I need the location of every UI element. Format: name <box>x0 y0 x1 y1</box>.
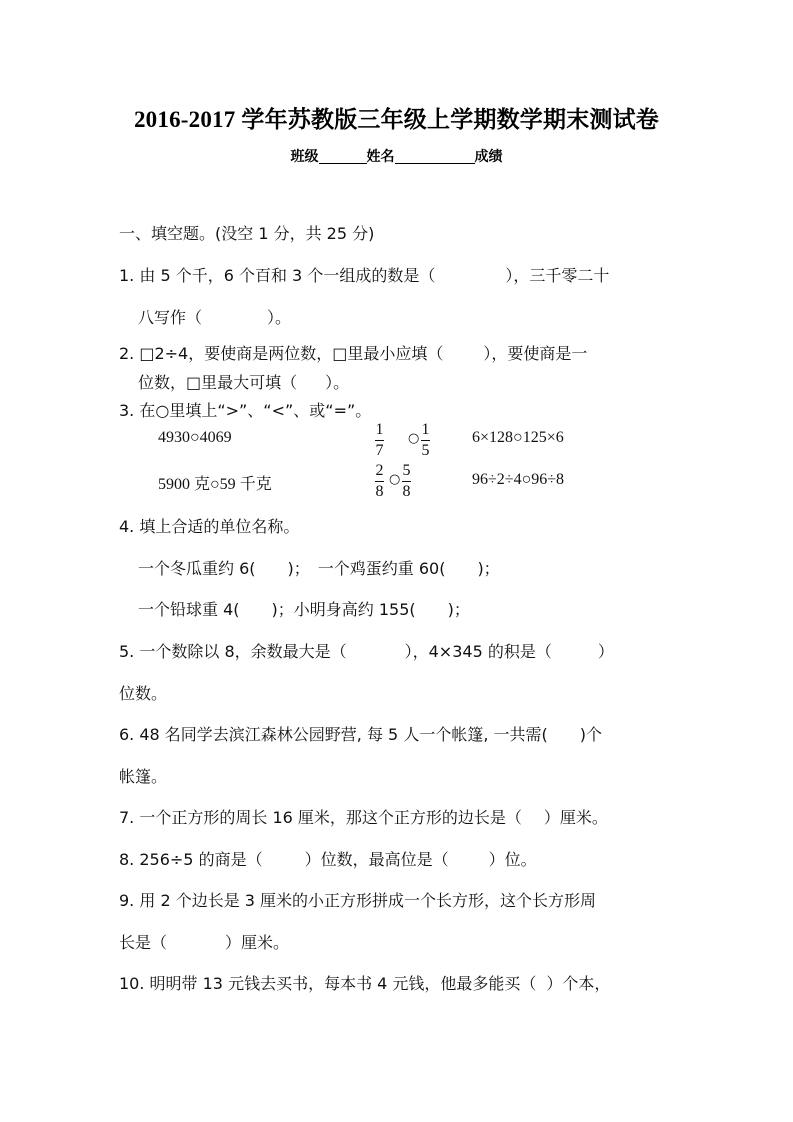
d-unit-1: 克 <box>194 474 211 493</box>
question-3-line-1: 3. 在○里填上“>”、“<”、或“=”。 <box>119 401 372 420</box>
denominator: 7 <box>375 442 384 459</box>
q8-text-a: 8. 256÷5 的商是（ <box>119 850 263 869</box>
q5-text-b: ），4×345 的积是（ <box>404 642 552 661</box>
name-label: 姓名 <box>366 149 395 165</box>
q9-text-a: 长是（ <box>119 933 168 952</box>
question-6-line-1 <box>119 722 602 745</box>
q9-text-b: ）厘米。 <box>225 933 290 952</box>
q10-text-b: ）个本， <box>546 974 611 993</box>
fraction-1-5 <box>421 422 430 459</box>
question-7-line-1 <box>119 805 608 828</box>
fraction-bar <box>402 481 411 482</box>
question-1-line-2 <box>138 305 291 328</box>
q10-text-a: 10. 明明带 13 元钱去买书，每本书 4 元钱，他最多能买（ <box>119 974 537 993</box>
q6-text-a: 6. 48 名同学去滨江森林公园野营, 每 5 人一个帐篷, 一共需( <box>119 725 548 744</box>
question-9-line-1: 9. 用 2 个边长是 3 厘米的小正方形拼成一个长方形，这个长方形周 <box>119 891 597 910</box>
question-4-line-2: 一个冬瓜重约 6( )； 一个鸡蛋约重 60( )； <box>138 559 500 578</box>
compare-d <box>158 471 272 494</box>
fraction-5-8 <box>402 463 411 500</box>
q2-text-c: 位数，□里最大可填（ <box>138 373 298 392</box>
question-9-line-2 <box>119 930 289 953</box>
fraction-bar <box>375 481 384 482</box>
question-10-line-1 <box>119 971 610 994</box>
q5-text-c: ） <box>597 642 614 661</box>
q6-text-b: )个 <box>579 725 602 744</box>
d-unit-2: 千克 <box>239 474 272 493</box>
numerator: 2 <box>375 462 384 479</box>
class-blank[interactable] <box>319 149 367 164</box>
q1-text-c: 八写作（ <box>138 308 203 327</box>
fraction-bar <box>421 440 430 441</box>
d-value-2: ○59 <box>210 476 240 493</box>
fraction-bar <box>375 440 384 441</box>
fraction-1-7 <box>375 422 384 459</box>
numerator: 1 <box>421 421 430 438</box>
compare-c: 6×128○125×6 <box>472 429 564 446</box>
q7-text-b: ）厘米。 <box>543 808 608 827</box>
question-6-line-2: 帐篷。 <box>119 767 168 786</box>
denominator: 5 <box>421 442 430 459</box>
denominator: 8 <box>402 483 411 500</box>
q1-text-b: ），三千零二十 <box>505 266 610 285</box>
denominator: 8 <box>375 483 384 500</box>
question-5-line-1 <box>119 639 614 662</box>
score-label: 成绩 <box>474 149 503 165</box>
question-4-line-3: 一个铅球重 4( )；小明身高约 155( )； <box>138 600 470 619</box>
compare-a: 4930○4069 <box>158 429 232 446</box>
compare-circle-b[interactable]: ○ <box>408 431 420 446</box>
question-8-line-1 <box>119 847 537 870</box>
q8-text-b: ）位数，最高位是（ <box>304 850 449 869</box>
question-5-line-2: 位数。 <box>119 684 168 703</box>
question-4-line-1: 4. 填上合适的单位名称。 <box>119 517 300 536</box>
q2-text-d: ）。 <box>325 373 350 392</box>
compare-f: 96÷2÷4○96÷8 <box>472 471 565 488</box>
fraction-2-8 <box>375 463 384 500</box>
page-title: 2016-2017 学年苏教版三年级上学期数学期末测试卷 <box>133 107 659 132</box>
numerator: 5 <box>402 462 411 479</box>
class-label: 班级 <box>290 149 319 165</box>
compare-circle-e[interactable]: ○ <box>389 472 401 487</box>
student-info-row <box>0 146 793 166</box>
numerator: 1 <box>375 421 384 438</box>
q5-text-a: 5. 一个数除以 8，余数最大是（ <box>119 642 347 661</box>
q2-text-b: ），要使商是一 <box>483 344 588 363</box>
section-heading: 一、填空题。(没空 1 分，共 25 分) <box>119 224 375 243</box>
d-value-1: 5900 <box>158 476 194 493</box>
q8-text-c: ）位。 <box>488 850 537 869</box>
q1-text-a: 1. 由 5 个千，6 个百和 3 个一组成的数是（ <box>119 266 436 285</box>
question-2-line-1 <box>119 341 587 364</box>
q1-text-d: ）。 <box>267 308 292 327</box>
question-2-line-2 <box>138 370 349 393</box>
question-1-line-1 <box>119 263 609 286</box>
name-blank[interactable] <box>395 149 475 164</box>
q7-text-a: 7. 一个正方形的周长 16 厘米，那这个正方形的边长是（ <box>119 808 522 827</box>
q2-text-a: 2. □2÷4，要使商是两位数，□里最小应填（ <box>119 344 444 363</box>
